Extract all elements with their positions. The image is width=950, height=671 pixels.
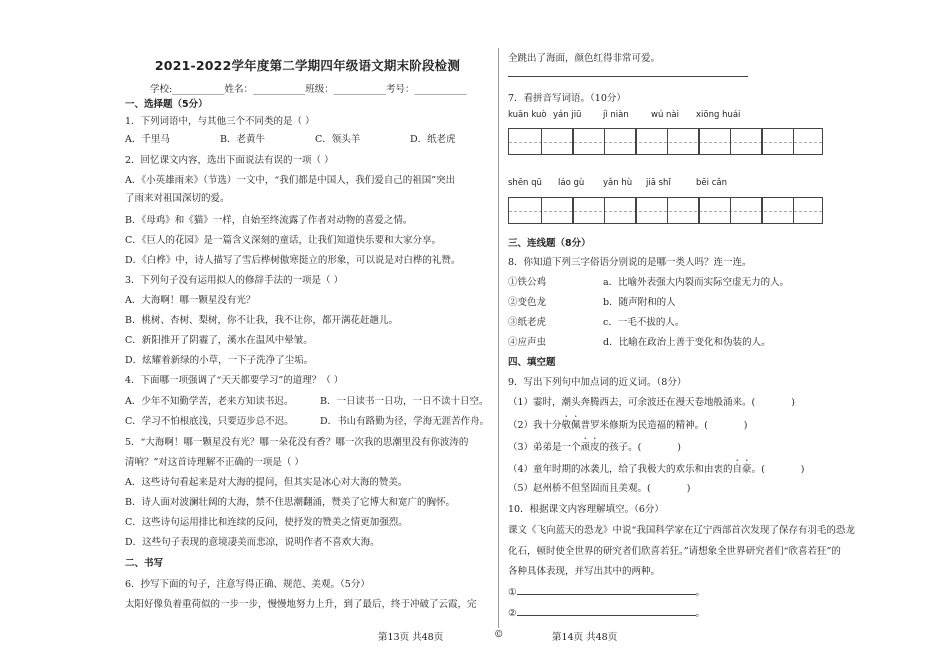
q9-item-5: （5）赵州桥不但坚固而且美观。( ) — [508, 483, 691, 494]
q2-option-b: B．《母鸡》和《猫》一样，自始至终流露了作者对动物的喜爱之情。 — [125, 215, 413, 226]
q1-option-c: C．领头羊 — [315, 134, 361, 145]
question-2: 2．回忆课文内容，选出下面说法有误的一项（ ） — [125, 155, 334, 166]
match-right-a: a．比喻外表强大内裂而实际空虚无力的人。 — [603, 277, 790, 288]
section-fill-heading: 四、填空题 — [508, 357, 556, 368]
question-5-line1: 5．“大海啊！哪一颗星没有光？哪一朵花没有香？哪一次我的思潮里没有你波涛的 — [125, 437, 469, 448]
grid-cell-divider — [667, 129, 668, 154]
q10-text-line1: 课文《飞向蓝天的恐龙》中说“我国科学家在辽宁西部首次发现了保存有羽毛的恐龙 — [508, 525, 855, 536]
q2-option-a-line1: A．《小英雄雨来》（节选）一文中，“我们都是中国人，我们爱自己的祖国”突出 — [125, 175, 456, 186]
q9-item-4: （4）童年时期的冰袭儿，给了我极大的欢乐和由衷的自豪。( ) — [508, 464, 805, 475]
grid-cell-divider — [541, 198, 542, 223]
q6-sentence: 太阳好像负着重荷似的一步一步，慢慢地努力上升，到了最后，终于冲破了云霞，完 — [125, 599, 477, 610]
grid-cell-divider — [698, 129, 700, 154]
q6-sentence-continued: 全跳出了海面，颜色红得非常可爱。 — [508, 53, 661, 64]
pinyin-4: wú nài — [651, 110, 679, 120]
question-5-line2: 清响？”对这首诗理解不正确的一项是（ ） — [125, 457, 304, 468]
pinyin-9: jiā shǐ — [646, 178, 671, 188]
question-6: 6．抄写下面的句子，注意写得正确、规范、美观。（5分） — [125, 579, 370, 590]
grid-cell-divider — [667, 198, 668, 223]
question-3: 3．下列句子没有运用拟人的修辞手法的一项是（ ） — [125, 275, 344, 286]
grid-cell-divider — [572, 129, 574, 154]
pinyin-6: shēn qū — [508, 178, 542, 188]
page-divider — [498, 48, 499, 628]
q10-text-line2: 化石，顿时使全世界的研究者们欣喜若狂。”请想象全世界研究者们“欣喜若狂”的 — [508, 546, 841, 557]
pinyin-2: yán jiū — [553, 110, 582, 120]
q2-option-a-line2: 了雨来对祖国深切的爱。 — [125, 193, 230, 204]
q2-option-d: D．《白桦》中，诗人描写了雪后桦树傲寒挺立的形象，可以说是对白桦的礼赞。 — [125, 255, 461, 266]
q4-option-d: D．书山有路勤为径，学海无涯苦作舟。 — [320, 416, 490, 427]
pinyin-1: kuān kuò — [508, 110, 547, 120]
question-9: 9．写出下列句中加点词的近义词。（8分） — [508, 377, 687, 388]
writing-grid-row1[interactable] — [508, 128, 823, 155]
q2-option-c: C．《巨人的花园》是一篇含义深刻的童话，让我们知道快乐要和大家分享。 — [125, 235, 442, 246]
q3-option-a: A．大海啊！哪一颗星没有光？ — [125, 295, 256, 306]
q5-option-c: C．这些诗句运用排比和连续的反问，使抒发的赞美之情更加强烈。 — [125, 517, 408, 528]
question-7: 7．看拼音写词语。（10分） — [508, 93, 626, 104]
q1-option-b: B．老黄牛 — [220, 134, 265, 145]
pinyin-10: bēi cǎn — [696, 178, 727, 188]
grid-cell-divider — [730, 129, 731, 154]
q10-answer-line-1[interactable] — [517, 594, 682, 595]
question-1: 1．下列词语中，与其他三个不同类的是（ ） — [125, 116, 315, 127]
exam-title: 2021-2022学年度第二学期四年级语文期末阶段检测 — [154, 58, 461, 73]
q1-option-a: A．千里马 — [125, 134, 170, 145]
q4-option-c: C．学习不怕根底浅，只要迈步总不迟。 — [125, 416, 294, 427]
q5-option-a: A．这些诗句看起来是对大海的提问，但其实是冰心对大海的赞美。 — [125, 477, 408, 488]
grid-cell-divider — [793, 129, 794, 154]
q6-answer-line[interactable] — [508, 76, 748, 77]
match-left-3: ③纸老虎 — [508, 317, 547, 328]
match-right-c: c．一毛不拔的人。 — [603, 317, 685, 328]
grid-cell-divider — [541, 129, 542, 154]
match-left-4: ④应声虫 — [508, 337, 547, 348]
writing-grid-row2[interactable] — [508, 197, 823, 224]
match-right-d: d．比喻在政治上善于变化和伪装的人。 — [603, 337, 771, 348]
q3-option-d: D．炫耀着新绿的小草，一下子洗净了尘垢。 — [125, 355, 314, 366]
footer-copyright: © — [494, 629, 504, 640]
grid-cell-divider — [761, 129, 763, 154]
q4-option-b: B．一日读书一日功，一日不读十日空。 — [320, 396, 489, 407]
question-4: 4．下面哪一项强调了“天天都要学习”的道理？（ ） — [125, 375, 344, 386]
q10-text-line3: 各种具体表现，并写出其中的两种。 — [508, 566, 661, 577]
section-choice-heading: 一、选择题（5分） — [125, 99, 208, 110]
student-info-line: 学校:___________姓名：___________班级：___________考号：___________ — [150, 84, 467, 95]
grid-cell-divider — [635, 198, 637, 223]
grid-cell-divider — [698, 198, 700, 223]
section-writing-heading: 二、书写 — [125, 558, 164, 569]
question-8: 8．你知道下列三字俗语分别说的是哪一类人吗？连一连。 — [508, 257, 752, 268]
grid-cell-divider — [635, 129, 637, 154]
q10-answer-line-2[interactable] — [517, 615, 682, 616]
q3-option-b: B．桃树、杏树、梨树，你不让我，我不让你，都开满花赶趟儿。 — [125, 315, 398, 326]
match-left-1: ①铁公鸡 — [508, 277, 547, 288]
q5-option-b: B．诗人面对波澜壮阔的大海，禁不住思潮翻涌，赞美了它博大和宽广的胸怀。 — [125, 497, 455, 508]
question-10: 10．根据课文内容理解填空。（6分） — [508, 504, 664, 515]
pinyin-3: jì niàn — [603, 110, 629, 120]
q3-option-c: C．新阳推开了阴霾了，溪水在温风中晕皱。 — [125, 335, 313, 346]
match-right-b: b．随声附和的人 — [603, 297, 676, 308]
q10-answer-1: ① 。 — [508, 587, 706, 598]
q9-item-3: （3）弟弟是一个顽皮的孩子。( ) — [508, 442, 681, 453]
q10-answer-2: ② 。 — [508, 608, 706, 619]
footer-page-left: 第13页 共48页 — [378, 632, 444, 643]
grid-cell-divider — [793, 198, 794, 223]
q5-option-d: D．这些句子表现的意境凄美而悲凉，说明作者不喜欢大海。 — [125, 537, 380, 548]
footer-page-right: 第14页 共48页 — [552, 632, 618, 643]
grid-cell-divider — [572, 198, 574, 223]
q9-item-1: （1）霎时，潮头奔腾西去，可余波还在漫天卷地般涌来。( ) — [508, 397, 795, 408]
pinyin-8: yǎn hù — [603, 178, 633, 188]
q1-option-d: D．纸老虎 — [410, 134, 456, 145]
grid-cell-divider — [604, 129, 605, 154]
grid-cell-divider — [761, 198, 763, 223]
q9-item-2: （2）我十分敬佩普罗米修斯为民造福的精神。( ) — [508, 420, 748, 431]
match-left-2: ②变色龙 — [508, 297, 547, 308]
section-matching-heading: 三、连线题（8分） — [508, 238, 591, 249]
pinyin-7: láo gù — [558, 178, 585, 188]
pinyin-5: xiōng huái — [696, 110, 741, 120]
q4-option-a: A．少年不知勤学苦，老来方知读书迟。 — [125, 396, 294, 407]
grid-cell-divider — [604, 198, 605, 223]
grid-cell-divider — [730, 198, 731, 223]
